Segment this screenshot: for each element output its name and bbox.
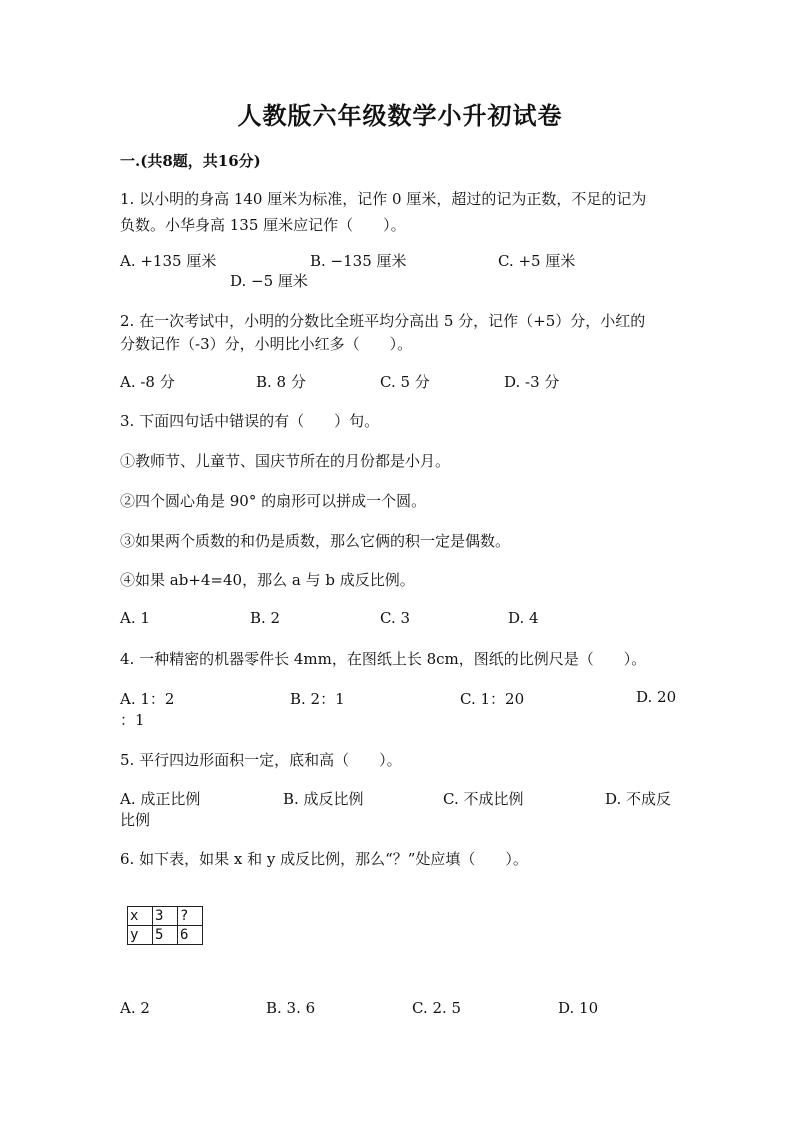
table-cell: y xyxy=(128,926,153,945)
question-5-line-1: 5. 平行四边形面积一定，底和高（ ）。 xyxy=(120,751,402,769)
table-cell: 3 xyxy=(153,907,178,926)
question-5-option-c: C. 不成比例 xyxy=(443,790,524,808)
question-6-table xyxy=(127,906,203,945)
question-3-statement-1: ①教师节、儿童节、国庆节所在的月份都是小月。 xyxy=(120,452,451,470)
question-4-option-d: D. 20 xyxy=(636,688,677,706)
question-2-line-1: 2. 在一次考试中，小明的分数比全班平均分高出 5 分，记作（+5）分，小红的 xyxy=(120,312,646,330)
question-3-statement-3: ③如果两个质数的和仍是质数，那么它俩的积一定是偶数。 xyxy=(120,532,511,550)
question-6-option-a: A. 2 xyxy=(120,999,150,1017)
table-cell: 5 xyxy=(153,926,178,945)
question-4-line-1: 4. 一种精密的机器零件长 4mm，在图纸上长 8cm，图纸的比例尺是（ ）。 xyxy=(120,650,647,668)
question-4-option-b: B. 2：1 xyxy=(290,690,345,708)
question-1-line-2: 负数。小华身高 135 厘米应记作（ ）。 xyxy=(120,216,406,234)
table-row xyxy=(128,926,203,945)
question-3-line-1: 3. 下面四句话中错误的有（ ）句。 xyxy=(120,412,380,430)
question-4-option-d-wrap: ：1 xyxy=(120,711,145,729)
question-3-option-b: B. 2 xyxy=(250,609,281,627)
question-2-option-d: D. -3 分 xyxy=(504,373,560,391)
question-4-option-a: A. 1：2 xyxy=(120,690,175,708)
table-cell: x xyxy=(128,907,153,926)
question-5-option-a: A. 成正比例 xyxy=(120,790,201,808)
question-1-option-c: C. +5 厘米 xyxy=(498,252,576,270)
table-cell: ? xyxy=(178,907,203,926)
question-5-option-d-wrap: 比例 xyxy=(120,811,151,829)
question-1-line-1: 1. 以小明的身高 140 厘米为标准，记作 0 厘米，超过的记为正数，不足的记为 xyxy=(120,190,647,208)
question-1-option-a: A. +135 厘米 xyxy=(120,252,217,270)
question-3-option-c: C. 3 xyxy=(380,609,411,627)
question-5-option-b: B. 成反比例 xyxy=(283,790,364,808)
question-6-option-d: D. 10 xyxy=(558,999,599,1017)
question-3-option-a: A. 1 xyxy=(120,609,150,627)
question-4-option-c: C. 1：20 xyxy=(460,690,525,708)
question-2-option-a: A. -8 分 xyxy=(120,373,175,391)
question-5-option-d: D. 不成反 xyxy=(605,790,672,808)
question-6-line-1: 6. 如下表，如果 x 和 y 成反比例，那么“？”处应填（ ）。 xyxy=(120,850,528,868)
question-2-option-c: C. 5 分 xyxy=(380,373,430,391)
section-heading: 一.(共8题，共16分) xyxy=(120,152,261,170)
question-6-option-b: B. 3. 6 xyxy=(266,999,316,1017)
question-2-line-2: 分数记作（-3）分，小明比小红多（ ）。 xyxy=(120,335,413,353)
table-row xyxy=(128,907,203,926)
question-1-option-d: D. −5 厘米 xyxy=(230,272,308,290)
question-3-option-d: D. 4 xyxy=(508,609,539,627)
question-2-option-b: B. 8 分 xyxy=(256,373,306,391)
question-1-option-b: B. −135 厘米 xyxy=(310,252,407,270)
question-3-statement-2: ②四个圆心角是 90° 的扇形可以拼成一个圆。 xyxy=(120,492,427,510)
question-3-statement-4: ④如果 ab+4=40，那么 a 与 b 成反比例。 xyxy=(120,571,415,589)
table-cell: 6 xyxy=(178,926,203,945)
question-6-option-c: C. 2. 5 xyxy=(412,999,462,1017)
page-title: 人教版六年级数学小升初试卷 xyxy=(237,101,563,130)
